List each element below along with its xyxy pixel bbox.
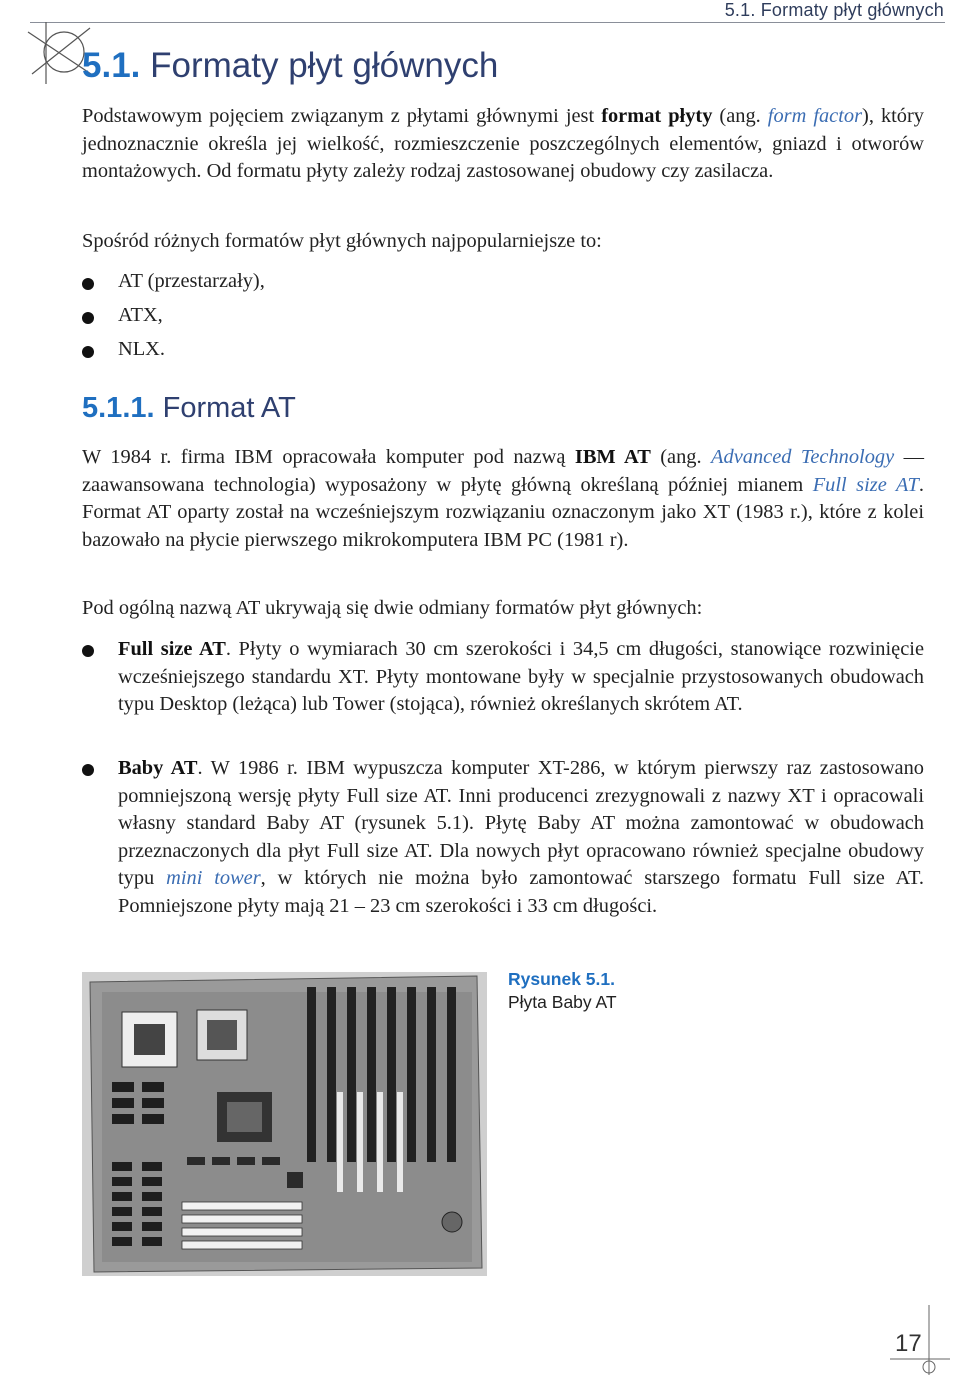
- variant-term: Full size AT: [118, 638, 226, 660]
- subsection-title: [82, 392, 296, 425]
- section-title: [82, 46, 498, 86]
- page-number: 17: [895, 1330, 922, 1357]
- intro-text-b: (ang.: [712, 105, 768, 127]
- motherboard-illustration: [82, 972, 487, 1276]
- intro-text-a: Podstawowym pojęciem związanym z płytami głównymi jest: [82, 105, 602, 127]
- variant-text-b: , w których nie można było zamontować starszego formatu Full size AT. Pomniejszone płyty mają 21 – 23 cm szerokości i 33 cm długości.: [118, 867, 924, 917]
- term-form-factor: form factor: [767, 105, 863, 127]
- figure-label: Rysunek 5.1.: [508, 969, 615, 989]
- subsection-title-text: Format AT: [162, 392, 296, 424]
- intro-paragraph: [82, 103, 924, 186]
- subsection-number: 5.1.1.: [82, 392, 155, 424]
- format-item-atx: ATX,: [118, 304, 163, 326]
- bullet-icon: [82, 346, 94, 358]
- variant-text: . Płyty o wymiarach 30 cm szerokości i 34,5 cm długości, stanowiące rozwinięcie wcześniejszego standardu XT. Płyty montowane były w specjalnie przystosowanych obudowach typu Desktop (leżąca) lub Tower (stojąca), również określanych skrótem AT.: [118, 638, 924, 716]
- at-text-d: . Format AT oparty został na wcześniejszym rozwiązaniu oznaczonym jako XT (1983 r.), które z kolei bazowało na płycie pierwszego mikrokomputera IBM PC (1981 r).: [82, 473, 924, 551]
- header-rule: [30, 22, 945, 23]
- term-format-plyty: format płyty: [601, 105, 713, 127]
- variant-baby-at: [118, 755, 924, 921]
- section-number: 5.1.: [82, 46, 141, 85]
- bullet-icon: [82, 312, 94, 324]
- at-text-c: — zaawansowana technologia) wyposażony w płytę główną określaną później mianem: [82, 446, 924, 496]
- at-text-a: W 1984 r. firma IBM opracowała komputer pod nazwą: [82, 446, 575, 468]
- figure-baby-at-photo: [82, 972, 487, 1276]
- variant-full-size-at: [118, 636, 924, 719]
- bullet-icon: [82, 645, 94, 657]
- format-item-at: AT (przestarzały),: [118, 270, 265, 292]
- intro-text-c: ), który jednoznacznie określa jej wielkość, rozmieszczenie poszczególnych elementów, gniazd i otworów montażowych. Od formatu płyty zależy rodzaj zastosowanej obudowy czy zasilacza.: [82, 105, 924, 183]
- bullet-icon: [82, 278, 94, 290]
- at-text-b: (ang.: [650, 446, 712, 468]
- term-mini-tower: mini tower: [166, 867, 261, 890]
- term-advanced-technology: Advanced Technology: [711, 446, 895, 468]
- at-history-paragraph: [82, 444, 924, 554]
- section-title-text: Formaty płyt głównych: [150, 46, 499, 85]
- variants-intro: Pod ogólną nazwą AT ukrywają się dwie odmiany formatów płyt głównych:: [82, 597, 703, 619]
- variant-text-a: . W 1986 r. IBM wypuszcza komputer XT-286, w którym pierwszy raz zastosowano pomniejszoną wersję płyty Full size AT. Inni producenci zrezygnowali z nazwy XT i opracowali własny standard Baby AT (rysunek 5.1). Płytę Baby AT można zamontować w obudowach przeznaczonych dla płyt Full size AT. Dla nowych płyt opracowano również specjalne obudowy typu: [118, 757, 924, 890]
- term-full-size-at: Full size AT: [812, 473, 919, 496]
- figure-caption: Płyta Baby AT: [508, 992, 617, 1012]
- bullet-icon: [82, 764, 94, 776]
- formats-intro: Spośród różnych formatów płyt głównych najpopularniejsze to:: [82, 230, 602, 252]
- format-item-nlx: NLX.: [118, 338, 166, 360]
- running-header: 5.1. Formaty płyt głównych: [724, 0, 944, 20]
- term-ibm-at: IBM AT: [574, 446, 651, 468]
- variant-term: Baby AT: [118, 757, 198, 779]
